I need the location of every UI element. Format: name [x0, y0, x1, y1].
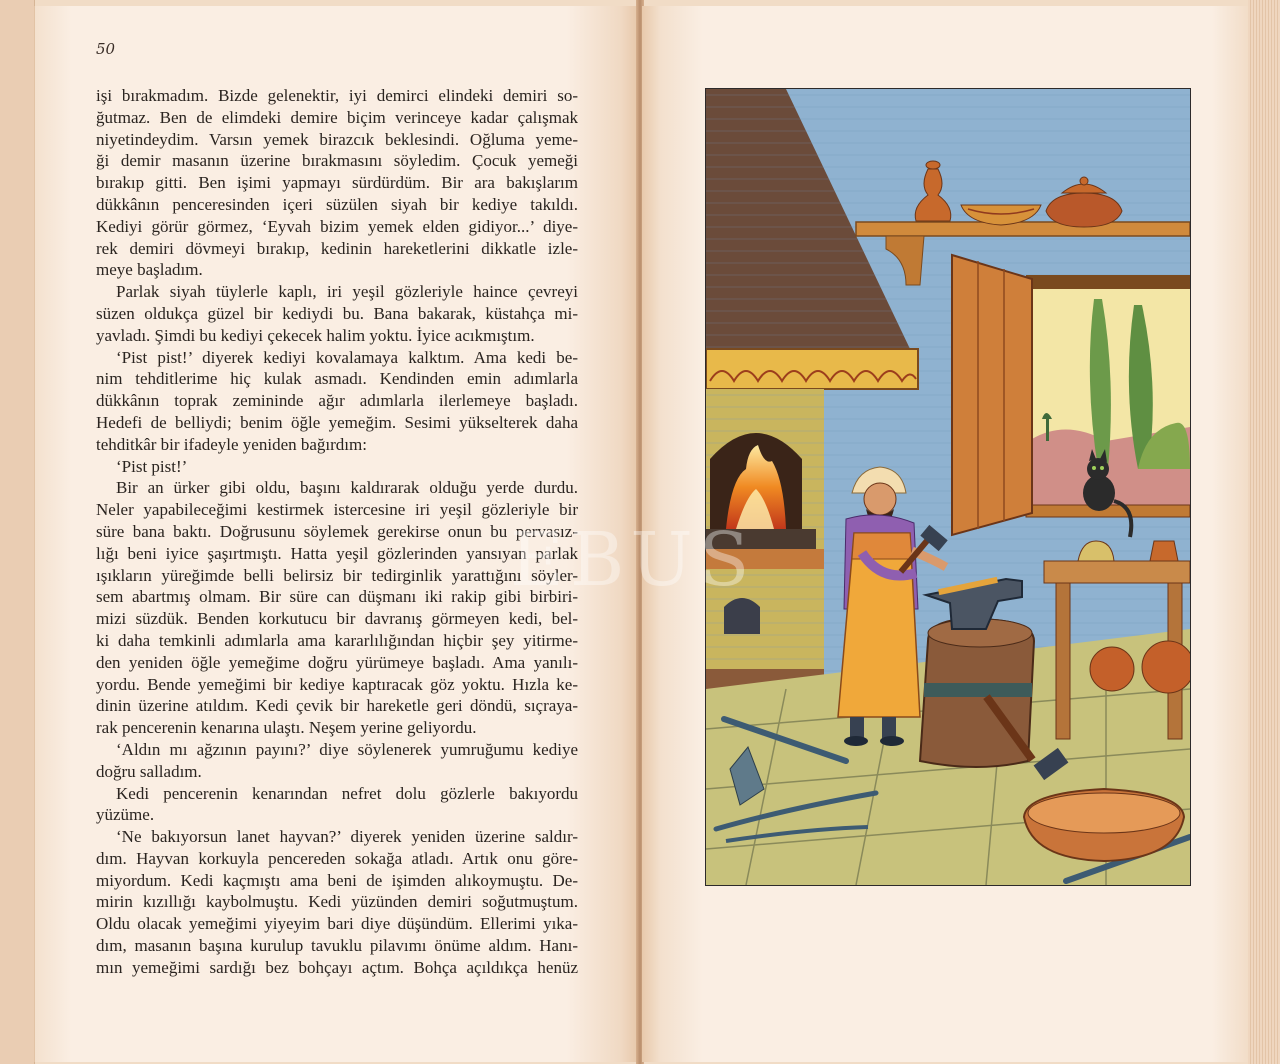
text-line: Kedi pencerenin kenarından nefret dolu gözlerle bakıyordu: [116, 783, 578, 803]
text-line: den yeniden öğle yemeğime doğru yürümeye başladı. Ama yanılı-: [96, 652, 578, 672]
text-line: Neler yapabileceğimi kestirmek istercesine iri yeşil gözleriyle bir: [96, 500, 578, 520]
text-line: ‘Pist pist!’ diyerek kediyi kovalamaya kalktım. Ama kedi be-: [116, 347, 578, 367]
text-line: yordu. Bende yemeğimi bir kediye kaptıracak göz yoktu. Hızla ke-: [96, 674, 578, 694]
page-number: 50: [96, 40, 116, 58]
text-line: dım. Hayvan korkuyla pencereden sokağa atladı. Artık onu göre-: [96, 848, 578, 868]
text-line: rak pencerenin kenarına ulaştı. Neşem yerine geliyordu.: [96, 718, 477, 738]
body-text: [96, 85, 578, 979]
text-line: ‘Aldın mı ağzının payını?’ diye söylenerek yumruğumu kediye: [116, 739, 578, 759]
text-line: ‘Ne bakıyorsun lanet hayvan?’ diyerek yeniden üzerine saldır-: [116, 827, 578, 847]
page-edge-right: [1248, 0, 1280, 1064]
text-line: dükkânın penceresinden içeri süzülen siyah bir kediye takıldı.: [96, 194, 578, 214]
watermark: EBUS: [510, 517, 756, 603]
text-line: mirin kızıllığı kaybolmuştu. Kedi yüzünden demiri soğutmuştum.: [96, 892, 578, 912]
text-line: dım, masanın başına kurulup tavuklu pilavımı önüme aldım. Hanı-: [96, 936, 578, 956]
text-line: mın yemeğimi sardığı bez bohçayı açtım. Bohça açıldıkça henüz: [96, 957, 578, 977]
text-line: süre bana baktı. Doğrusunu söylemek gerekirse onun bu pervasız-: [96, 521, 578, 541]
text-line: sem abartmış olmam. Bir süre can düşmanı iki rakip gibi birbiri-: [96, 587, 578, 607]
text-line: ‘Pist pist!’: [116, 456, 188, 476]
text-line: doğru salladım.: [96, 761, 202, 781]
text-line: ği demir masanın üzerine bırakmasını söyledim. Çocuk yemeği: [96, 151, 578, 171]
text-line: Bir an ürker gibi oldu, başını kaldırarak olduğu yerde durdu.: [116, 478, 578, 498]
text-line: yüzüme.: [96, 805, 155, 825]
text-line: miyordum. Kedi kaçmıştı ama beni de işimden alıkoymuştu. De-: [96, 870, 578, 890]
text-line: yavladı. Şimdi bu kediyi çekecek halim yoktu. İyice acıkmıştım.: [96, 325, 535, 345]
text-line: ışıkların yüreğimde belli belirsiz bir tedirginlik yarattığını söyler-: [96, 565, 578, 585]
page-edge-left: [0, 0, 35, 1064]
text-line: rek demiri dövmeyi bırakıp, kedinin hareketlerini dikkatle izle-: [96, 238, 578, 258]
text-line: tehditkâr bir ifadeyle yeniden bağırdım:: [96, 434, 367, 454]
text-line: dükkânın toprak zemininde ağır adımlarla ilerlemeye başladı.: [96, 391, 578, 411]
text-line: ğutmaz. Ben de elimdeki demire biçim verinceye kadar çalışmak: [96, 107, 578, 127]
text-line: ki daha temkinli adımlarla ama kararlılığından hiçbir şey yitirme-: [96, 630, 578, 650]
text-line: meye başladım.: [96, 260, 203, 280]
text-line: süzen oldukça güzel bir kediydi bu. Bana bakarak, küstahça mi-: [96, 303, 578, 323]
text-line: Oldu olacak yemeğimi yiyeyim bari diye düşündüm. Ellerimi yıka-: [96, 914, 578, 934]
text-line: Hedefi de belliydi; benim öğle yemeğim. Sesimi yükselterek daha: [96, 412, 578, 432]
illustration-blacksmith: [705, 88, 1191, 886]
text-line: lığı beni iyice şaşırtmıştı. Hatta yeşil gözlerinden yansıyan parlak: [96, 543, 578, 563]
text-line: Kediyi görür görmez, ‘Eyvah bizim yemek elden gidiyor...’ diye-: [96, 216, 578, 236]
text-line: bırakıp gitti. Ben işimi yapmayı sürdürdüm. Bir ara bakışlarım: [96, 173, 578, 193]
text-line: Parlak siyah tüylerle kaplı, iri yeşil gözleriyle haince çevreyi: [116, 282, 578, 302]
text-line: işi bırakmadım. Bizde gelenektir, iyi demirci elindeki demiri so-: [96, 86, 578, 105]
text-line: nim tehditlerime hiç kulak asmadı. Kendinden emin adımlarla: [96, 369, 578, 389]
text-line: dinin üzerine atıldım. Kedi çevik bir hareketle geri döndü, sıçraya-: [96, 696, 578, 716]
text-line: niyetindeydim. Varsın yemek birazcık beklesindi. Oğluma yeme-: [96, 129, 578, 149]
text-line: mizi süzdük. Benden korkutucu bir davranış görmeyen kedi, bel-: [96, 609, 578, 629]
